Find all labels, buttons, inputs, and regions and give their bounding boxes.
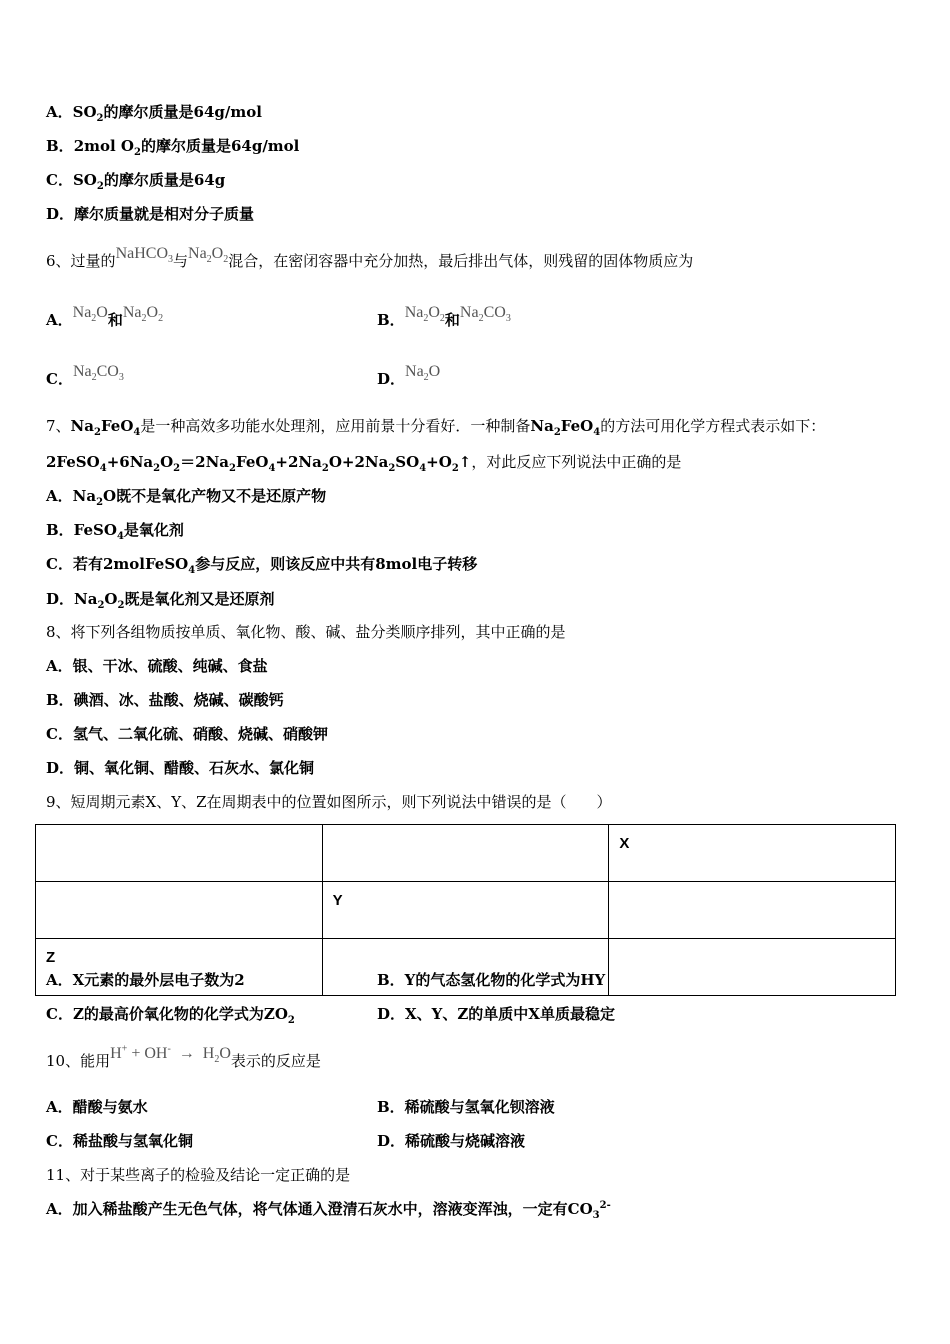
q11-stem: 11、对于某些离子的检验及结论一定正确的是 <box>46 1166 351 1184</box>
q7-equation: $2FeSO_4+6Na_2O_2=2Na_2FeO_4+2Na_2O+2Na_2SO_4+O_2↑$，对此反应下列说法中正确的是 <box>46 453 682 474</box>
q10-option-c: C．稀盐酸与氢氧化铜 <box>46 1132 193 1150</box>
q8-option-c: C．氢气、二氧化硫、硝酸、烧碱、硝酸钾 <box>46 725 328 743</box>
q7-option-b: B．FeSO$_4$是氧化剂 <box>46 521 184 542</box>
q7-stem: 7、$Na_2FeO_4$是一种高效多功能水处理剂，应用前景十分看好．一种制备$Na_2FeO_4$的方法可用化学方程式表示如下： <box>46 417 826 438</box>
q5-option-a: A．$SO_2$的摩尔质量是64g/mol <box>46 103 262 124</box>
q6-option-b: B．$Na_2O_2$和$Na_2CO_3$ <box>377 304 511 329</box>
q8-option-b: B．碘酒、冰、盐酸、烧碱、碳酸钙 <box>46 691 284 709</box>
q6-option-a: A．$Na_2O$和$Na_2O_2$ <box>46 304 164 329</box>
q6-stem: 6、过量的NaHCO$_3$与$Na_2O_2$混合，在密闭容器中充分加热，最后排出气体，则残留的固体物质应为 <box>46 245 694 270</box>
q9-stem: 9、短周期元素X、Y、Z在周期表中的位置如图所示，则下列说法中错误的是（ ） <box>46 793 612 811</box>
ionic-equation: $H^+ + OH^- \to H_2O$ <box>110 1043 231 1066</box>
q8-stem: 8、将下列各组物质按单质、氧化物、酸、碱、盐分类顺序排列，其中正确的是 <box>46 623 566 641</box>
grid-cell <box>609 882 896 939</box>
grid-cell <box>609 939 896 996</box>
q10-stem: 10、能用$H^+ + OH^- \to H_2O$表示的反应是 <box>46 1043 321 1070</box>
q9-option-b: B．Y的气态氢化物的化学式为HY <box>377 971 606 989</box>
q8-option-d: D．铜、氧化铜、醋酸、石灰水、氯化铜 <box>46 759 315 777</box>
grid-cell <box>36 825 323 882</box>
q5-option-d: D．摩尔质量就是相对分子质量 <box>46 205 255 223</box>
q7-option-a: A．$Na_2O$既不是氧化产物又不是还原产物 <box>46 487 327 508</box>
q11-option-a: A．加入稀盐酸产生无色气体，将气体通入澄清石灰水中，溶液变浑浊，一定有$CO_3^{2-}$ <box>46 1200 611 1221</box>
formula-nahco3: NaHCO$_3$ <box>115 245 173 266</box>
grid-cell <box>322 825 609 882</box>
formula-na2o2: $Na_2O_2$ <box>188 245 229 266</box>
q9-option-d: D．X、Y、Z的单质中X单质最稳定 <box>377 1005 615 1023</box>
q7-option-d: D．$Na_2O_2$既是氧化剂又是还原剂 <box>46 590 275 611</box>
q6-option-d: D．$Na_2O$ <box>377 363 441 388</box>
q8-option-a: A．银、干冰、硫酸、纯碱、食盐 <box>46 657 268 675</box>
grid-cell-z: Z <box>36 939 323 996</box>
q5-option-b: B．2mol $O_2$的摩尔质量是64g/mol <box>46 137 300 158</box>
grid-cell-x: X <box>609 825 896 882</box>
q10-option-b: B．稀硫酸与氢氧化钡溶液 <box>377 1098 555 1116</box>
q9-option-a: A．X元素的最外层电子数为2 <box>46 971 245 989</box>
grid-cell <box>36 882 323 939</box>
q6-option-c: C．$Na_2CO_3$ <box>46 363 124 388</box>
q10-option-d: D．稀硫酸与烧碱溶液 <box>377 1132 526 1150</box>
q9-option-c: C．Z的最高价氧化物的化学式为$ZO_2$ <box>46 1005 295 1026</box>
q5-option-c: C．$SO_2$的摩尔质量是64g <box>46 171 226 192</box>
grid-cell-y: Y <box>322 882 609 939</box>
q10-option-a: A．醋酸与氨水 <box>46 1098 148 1116</box>
q7-option-c: C．若有2molFeSO$_4$参与反应，则该反应中共有8mol电子转移 <box>46 555 478 576</box>
